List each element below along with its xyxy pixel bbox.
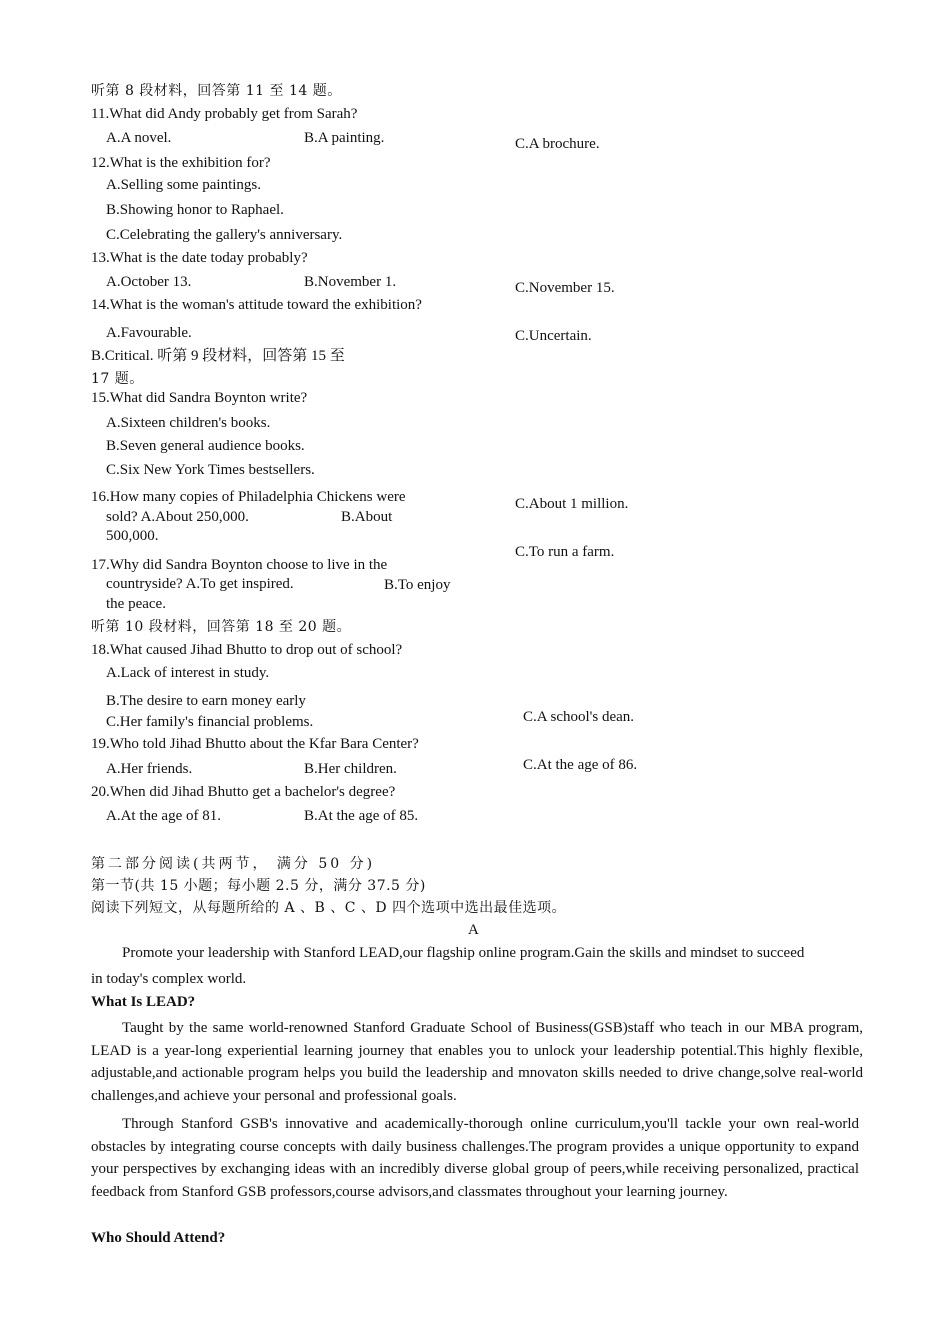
question-20-option-c: C.At the age of 86. [523, 757, 638, 773]
question-16-option-c: C.About 1 million. [515, 496, 629, 512]
question-15-option-b: B.Seven general audience books. [106, 438, 305, 454]
question-11-option-a: A.A novel. [106, 130, 172, 146]
question-20-option-a: A.At the age of 81. [106, 808, 221, 824]
question-20-stem: 20.When did Jihad Bhutto get a bachelor's degree? [91, 784, 396, 800]
heading-what-is-lead: What Is LEAD? [91, 994, 196, 1010]
question-16-option-b-continued: 500,000. [106, 528, 159, 544]
passage-intro-line-1: Promote your leadership with Stanford LEAD,our flagship online program.Gain the skills and mindset to succeed [122, 945, 805, 961]
question-11-stem: 11.What did Andy probably get from Sarah? [91, 106, 358, 122]
question-16-option-a: sold? A.About 250,000. [106, 509, 249, 525]
section-9-heading-continued: 17 题。 [91, 371, 144, 387]
question-17-option-b: B.To enjoy [384, 577, 451, 593]
question-19-stem: 19.Who told Jihad Bhutto about the Kfar Bara Center? [91, 736, 419, 752]
section-10-heading: 听第 10 段材料，回答第 18 至 20 题。 [91, 619, 352, 635]
question-17-option-a: countryside? A.To get inspired. [106, 576, 294, 592]
section-one-title: 第一节(共 15 小题；每小题 2.5 分，满分 37.5 分) [91, 878, 426, 894]
question-13-stem: 13.What is the date today probably? [91, 250, 308, 266]
section-8-heading: 听第 8 段材料，回答第 11 至 14 题。 [91, 83, 342, 99]
question-19-option-c: C.A school's dean. [523, 709, 635, 725]
question-18-stem: 18.What caused Jihad Bhutto to drop out of school? [91, 642, 403, 658]
question-17-stem: 17.Why did Sandra Boynton choose to live in the [91, 557, 388, 573]
passage-label: A [468, 922, 479, 938]
part-two-title: 第二部分阅读(共两节， 满分 50 分) [91, 856, 376, 872]
paragraph-what-is-lead: Taught by the same world-renowned Stanford Graduate School of Business(GSB)staff who teach in our MBA program, LEAD is a year-long experiential learning journey that enables you to unlock your leadership potential.This highly flexible, adjustable,and actionable program helps you build the leadership and mnovaton skills needed to drive change,solve real-world challenges,and achieve your personal and professional goals. [91, 1020, 863, 1104]
question-17-option-b-continued: the peace. [106, 596, 166, 612]
question-15-option-a: A.Sixteen children's books. [106, 415, 271, 431]
question-12-option-c: C.Celebrating the gallery's anniversary. [106, 227, 343, 243]
paragraph-curriculum: Through Stanford GSB's innovative and academically-thorough online curriculum,you'll tackle your own real-world obstacles by integrating course concepts with daily business challenges.The program provides a unique opportunity to expand your perspectives by exchanging ideas with an incredibly diverse global group of peers,while receiving personalized, practical feedback from Stanford GSB professors,course advisors,and classmates throughout your learning journey. [91, 1116, 859, 1200]
passage-intro-line-2: in today's complex world. [91, 971, 247, 987]
question-13-option-c: C.November 15. [515, 280, 615, 296]
question-16-option-b: B.About [341, 509, 393, 525]
question-20-option-b: B.At the age of 85. [304, 808, 419, 824]
question-11-option-c: C.A brochure. [515, 136, 600, 152]
question-12-option-b: B.Showing honor to Raphael. [106, 202, 284, 218]
question-12-stem: 12.What is the exhibition for? [91, 155, 271, 171]
heading-who-should-attend: Who Should Attend? [91, 1230, 226, 1246]
question-15-stem: 15.What did Sandra Boynton write? [91, 390, 308, 406]
question-14-option-b-and-section-9-heading: B.Critical. 听第 9 段材料，回答第 15 至 [91, 348, 345, 364]
question-14-stem: 14.What is the woman's attitude toward the exhibition? [91, 297, 422, 313]
question-15-option-c: C.Six New York Times bestsellers. [106, 462, 315, 478]
question-12-option-a: A.Selling some paintings. [106, 177, 261, 193]
question-18-option-c: C.Her family's financial problems. [106, 714, 314, 730]
question-16-stem: 16.How many copies of Philadelphia Chickens were [91, 489, 406, 505]
question-13-option-a: A.October 13. [106, 274, 192, 290]
question-18-option-b: B.The desire to earn money early [106, 693, 306, 709]
question-17-option-c: C.To run a farm. [515, 544, 615, 560]
question-13-option-b: B.November 1. [304, 274, 397, 290]
question-19-option-b: B.Her children. [304, 761, 397, 777]
question-14-option-a: A.Favourable. [106, 325, 192, 341]
question-14-option-c: C.Uncertain. [515, 328, 592, 344]
reading-instruction: 阅读下列短文，从每题所给的 A 、B 、C 、D 四个选项中选出最佳选项。 [91, 900, 567, 916]
question-19-option-a: A.Her friends. [106, 761, 193, 777]
question-18-option-a: A.Lack of interest in study. [106, 665, 270, 681]
question-11-option-b: B.A painting. [304, 130, 385, 146]
